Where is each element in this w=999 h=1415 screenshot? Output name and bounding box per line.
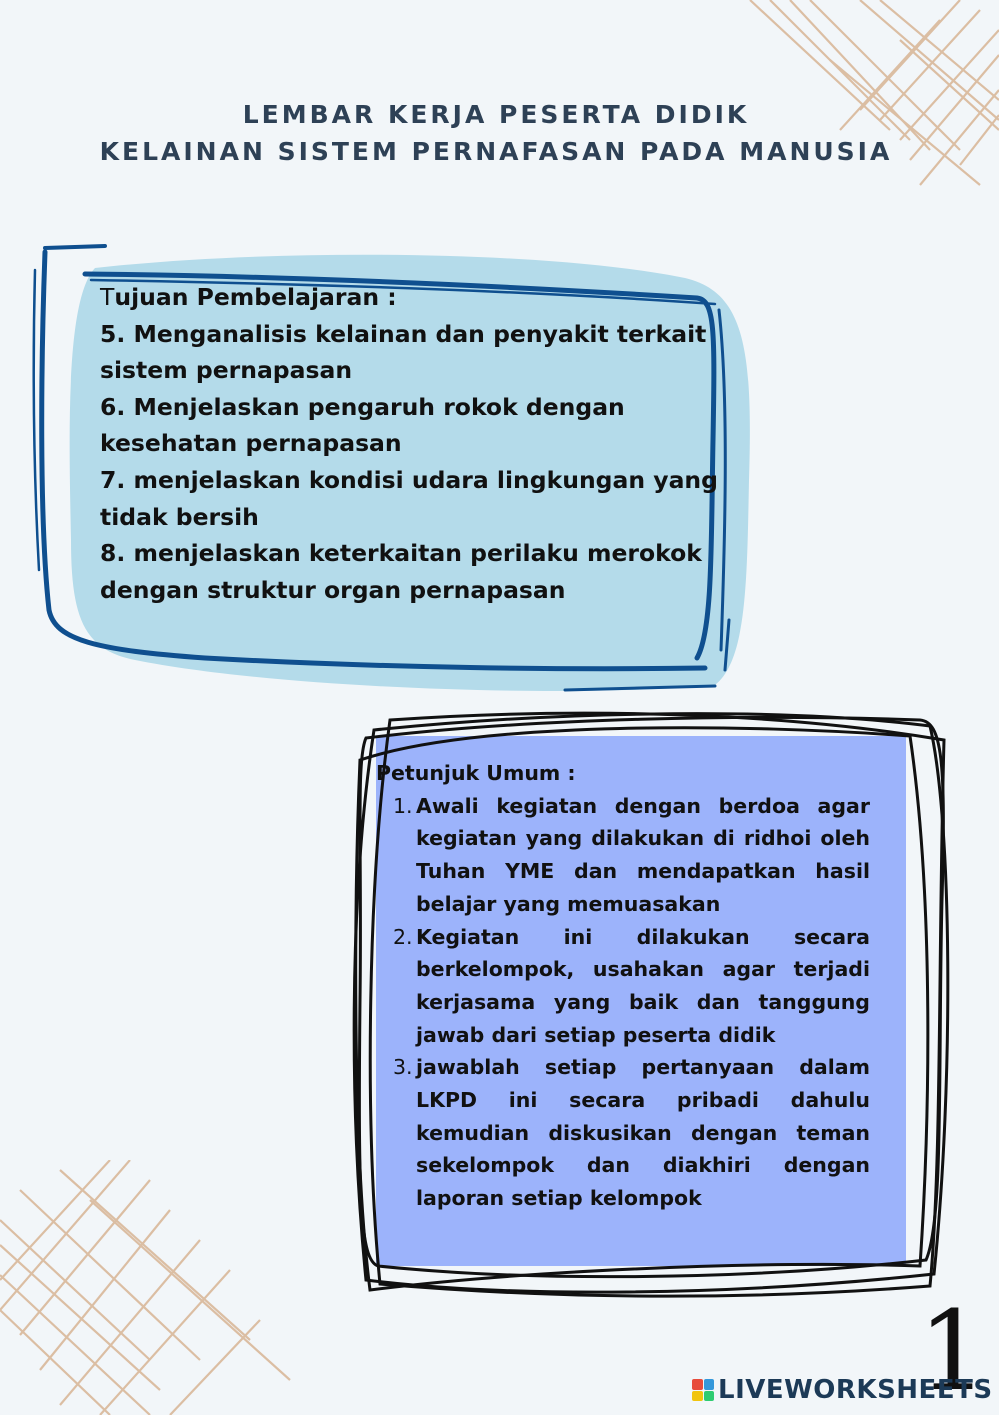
instruction-number: 2. <box>393 924 413 949</box>
instruction-number: 1. <box>393 793 413 818</box>
objective-line: dengan struktur organ pernapasan <box>100 575 566 604</box>
title-line-2: KELAINAN SISTEM PERNAFASAN PADA MANUSIA <box>99 137 893 166</box>
objective-line: tidak bersih <box>100 502 259 531</box>
instruction-item <box>376 921 870 1052</box>
instructions-title: Petunjuk Umum : <box>376 761 576 785</box>
watermark-text: LIVEWORKSHEETS <box>718 1375 993 1405</box>
general-instructions <box>376 757 870 1215</box>
objectives-title: Tujuan Pembelajaran : <box>100 283 397 311</box>
instruction-number: 3. <box>393 1055 413 1080</box>
liveworksheets-logo-icon <box>692 1379 714 1401</box>
objective-line: 7. menjelaskan kondisi udara lingkungan yang <box>100 465 718 494</box>
objective-line: 5. Menganalisis kelainan dan penyakit terkait <box>100 319 707 348</box>
objective-line: sistem pernapasan <box>100 356 353 385</box>
instruction-text: Kegiatan ini dilakukan secara berkelompok, usahakan agar terjadi kerjasama yang baik dan tanggung jawab dari setiap peserta didik <box>416 924 870 1047</box>
instruction-item <box>376 790 870 921</box>
worksheet-title <box>0 96 992 170</box>
liveworksheets-watermark <box>692 1374 993 1406</box>
page-number: 1 <box>918 1287 988 1415</box>
objective-line: 6. Menjelaskan pengaruh rokok dengan <box>100 392 625 421</box>
learning-objectives <box>100 279 740 608</box>
instruction-item <box>376 1051 870 1215</box>
crosshatch-decoration-bottom-left <box>0 1160 300 1415</box>
title-line-1: LEMBAR KERJA PESERTA DIDIK <box>242 100 750 129</box>
instruction-text: jawablah setiap pertanyaan dalam LKPD ini secara pribadi dahulu kemudian diskusikan dengan teman sekelompok dan diakhiri dengan laporan setiap kelompok <box>416 1055 870 1211</box>
objective-line: 8. menjelaskan keterkaitan perilaku merokok <box>100 539 702 568</box>
objective-line: kesehatan pernapasan <box>100 429 402 458</box>
instruction-text: Awali kegiatan dengan berdoa agar kegiatan yang dilakukan di ridhoi oleh Tuhan YME dan mendapatkan hasil belajar yang memuasakan <box>416 793 870 916</box>
